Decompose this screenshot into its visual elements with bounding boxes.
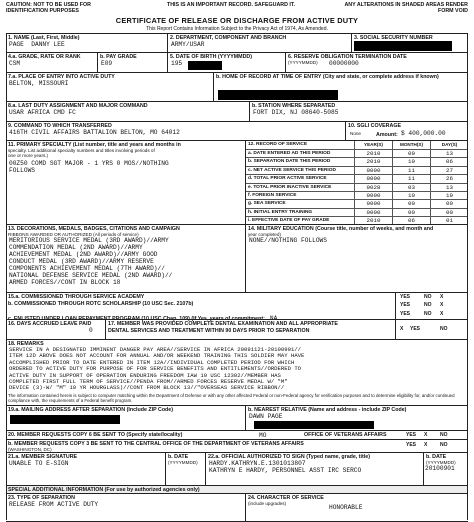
record-table bbox=[246, 141, 468, 225]
block-4a-label: 4.a. GRADE, RATE OR RANK bbox=[8, 54, 81, 60]
record-days: 13 bbox=[430, 184, 468, 193]
record-years: 0028 bbox=[354, 184, 392, 193]
block-13-label: 13. DECORATIONS, MEDALS, BADGES, CITATIONS AND CAMPAIGN bbox=[8, 226, 180, 232]
block-11-value: 00Z50 COMD SGT MAJOR - 1 YRS 0 MOS//NOTHING FOLLOWS bbox=[9, 160, 169, 175]
record-years: 0000 bbox=[354, 175, 392, 184]
form-subtitle: This Report Contains Information Subject to the Privacy Act of 1974, As Amended. bbox=[146, 26, 328, 32]
record-months: 11 bbox=[392, 167, 430, 176]
block-5-label: 5. DATE OF BIRTH (YYYYMMDD) bbox=[170, 54, 253, 60]
record-months: 09 bbox=[392, 150, 430, 159]
block-1-label: 1. NAME (Last, First, Middle) bbox=[8, 35, 80, 41]
block-23-value: RELEASE FROM ACTIVE DUTY bbox=[9, 501, 99, 508]
header-left: CAUTION: NOT TO BE USED FOR IDENTIFICATION PURPOSES bbox=[6, 2, 91, 14]
x-20b: X bbox=[424, 442, 428, 448]
relative-redaction bbox=[254, 421, 374, 429]
block-7a-place-of-entry bbox=[6, 73, 214, 102]
block-9-value: 416TH CIVIL AFFAIRS BATTALION BELTON, MO 64012 bbox=[9, 129, 180, 136]
block-15-labels bbox=[6, 293, 396, 320]
col-months: MONTH(S) bbox=[392, 141, 430, 149]
block-6-sub: (YYYYMMDD) bbox=[288, 60, 318, 65]
block-1-value: PAGE DANNY LEE bbox=[9, 41, 65, 48]
block-8a-label: 8.a. LAST DUTY ASSIGNMENT AND MAJOR COMMAND bbox=[8, 103, 148, 109]
block-8b-station bbox=[250, 102, 468, 122]
block-24-label: 24. CHARACTER OF SERVICE bbox=[248, 495, 324, 501]
block-22b-sub: (YYYYMMDD) bbox=[426, 460, 456, 465]
block-5-value: 195 bbox=[171, 60, 183, 67]
block-19b-relative bbox=[246, 406, 468, 431]
block-8b-value: FORT DIX, NJ 08640-5085 bbox=[253, 109, 339, 116]
block-4b-value: E09 bbox=[101, 60, 113, 67]
block-22a-value2: KATHRYN E HARDY, PERSONNEL ASST IRC SERCO bbox=[209, 467, 362, 474]
dd214-form bbox=[6, 2, 468, 520]
record-row-label: a. DATE ENTERED AD THIS PERIOD bbox=[248, 151, 331, 156]
block-3-label: 3. SOCIAL SECURITY NUMBER bbox=[354, 35, 433, 41]
block-16-label: 16. DAYS ACCRUED LEAVE PAID bbox=[8, 321, 92, 327]
record-days: 06 bbox=[430, 158, 468, 167]
block-12-label: 12. RECORD OF SERVICE bbox=[248, 142, 308, 147]
record-days: 19 bbox=[430, 192, 468, 201]
record-years: 0000 bbox=[354, 192, 392, 201]
block-21b-sub: (YYYYMMDD) bbox=[168, 460, 198, 465]
no-20: NO bbox=[440, 432, 448, 438]
yes-15a: YES bbox=[400, 294, 411, 300]
block-17-sub: DENTAL SERVICES AND TREATMENT WITHIN 90 DAYS PRIOR TO SEPARATION bbox=[108, 328, 310, 334]
block-21b-label: b. DATE bbox=[168, 454, 189, 460]
record-row-label: h. INITIAL ENTRY TRAINING bbox=[248, 209, 313, 215]
block-4a-grade bbox=[6, 53, 98, 73]
block-13-value: MERITORIOUS SERVICE MEDAL (3RD AWARD)//ARMY COMMENDATION MEDAL (2ND AWARD)//ARMY ACHIEVEMENT MEDAL (2ND AWARD)//ARMY GOOD CONDUCT MEDAL (3RD AWARD)//ARMY RESERVE COMPONENTS ACHIEVEMENT MEDAL (7TH AWARD)// NATIONAL DEFENSE SERVICE MEDAL (2ND AWARD)// ARMED FORCES//CONT IN BLOCK 18 bbox=[9, 237, 173, 287]
x-17: X bbox=[400, 326, 404, 332]
block-14-sub: year completed) bbox=[248, 232, 281, 237]
block-13-sub: RIBBONS AWARDED OR AUTHORIZED (All periods of service) bbox=[8, 232, 139, 237]
record-row-label: c. NET ACTIVE SERVICE THIS PERIOD bbox=[248, 167, 336, 173]
no-15c: NO bbox=[424, 311, 432, 317]
block-7b-label: b. HOME OF RECORD AT TIME OF ENTRY (City and state, or complete address if known) bbox=[216, 74, 439, 80]
record-years: 2010 bbox=[354, 158, 392, 167]
record-row-label: f. FOREIGN SERVICE bbox=[248, 193, 297, 198]
yes-20: YES bbox=[406, 432, 417, 438]
block-24-value: HONORABLE bbox=[329, 504, 363, 511]
block-21a-label: 21.a. MEMBER SIGNATURE bbox=[8, 454, 78, 460]
block-22b-label: b. DATE bbox=[426, 454, 447, 460]
block-14-label: 14. MILITARY EDUCATION (Course title, number of weeks, and month and bbox=[248, 226, 434, 232]
record-months: 11 bbox=[392, 175, 430, 184]
block-16-leave bbox=[6, 320, 106, 340]
block-20-office: OFFICE OF VETERANS AFFAIRS bbox=[304, 432, 387, 438]
block-19a-mailing bbox=[6, 406, 246, 431]
block-24-character bbox=[246, 494, 468, 521]
record-months: 03 bbox=[392, 184, 430, 193]
block-3-ssn bbox=[352, 34, 468, 53]
block-11-sub2: one or more years.) bbox=[8, 153, 49, 159]
row-2 bbox=[6, 52, 468, 73]
block-1-name bbox=[6, 34, 168, 53]
row-9 bbox=[6, 319, 468, 340]
block-17-dental bbox=[106, 320, 396, 340]
no-15b: NO bbox=[424, 302, 432, 308]
block-18-label: 18. REMARKS bbox=[8, 341, 44, 347]
block-8b-label: b. STATION WHERE SEPARATED bbox=[252, 103, 336, 109]
no-17: NO bbox=[440, 326, 448, 332]
row-13 bbox=[6, 452, 468, 486]
block-15c-value: NA bbox=[269, 315, 278, 322]
block-23-label: 23. TYPE OF SEPARATION bbox=[8, 495, 75, 501]
record-days: 13 bbox=[430, 150, 468, 159]
block-19a-label: 19.a. MAILING ADDRESS AFTER SEPARATION (Include ZIP Code) bbox=[8, 407, 174, 413]
block-5-dob bbox=[168, 53, 286, 73]
block-8a-last-duty bbox=[6, 102, 250, 122]
block-12-record-of-service bbox=[246, 141, 468, 225]
row-8 bbox=[6, 292, 468, 320]
block-20-label: 20. MEMBER REQUESTS COPY 6 BE SENT TO (Specify state/locality) bbox=[8, 432, 183, 438]
no-15a: NO bbox=[424, 294, 432, 300]
block-22a-value1: HARDY.KATHRYN.E.1301013807 bbox=[209, 460, 306, 467]
x-15c: X bbox=[440, 311, 444, 317]
block-6-label: 6. RESERVE OBLIGATION TERMINATION DATE bbox=[288, 54, 407, 60]
block-7a-label: 7.a. PLACE OF ENTRY INTO ACTIVE DUTY bbox=[8, 74, 115, 80]
x-20: X bbox=[424, 432, 428, 438]
block-11-label: 11. PRIMARY SPECIALTY (List number, title and years and months in bbox=[8, 142, 181, 148]
block-11-specialty bbox=[6, 141, 246, 225]
block-17-label: 17. MEMBER WAS PROVIDED COMPLETE DENTAL EXAMINATION AND ALL APPROPRIATE bbox=[108, 321, 338, 327]
header-center: THIS IS AN IMPORTANT RECORD. SAFEGUARD IT. bbox=[166, 2, 295, 8]
record-months: 00 bbox=[392, 209, 430, 218]
block-11-sub1: specialty. List additional specialty numbers and titles involving periods of bbox=[8, 148, 155, 153]
block-15c-label: c. ENLISTED UNDER LOAN REPAYMENT PROGRAM (10 USC Chap. 109) (If Yes, years of commitment: bbox=[8, 316, 265, 322]
yes-20b: YES bbox=[406, 442, 417, 448]
block-4a-value: CSM bbox=[9, 60, 21, 67]
record-row-label: e. TOTAL PRIOR INACTIVE SERVICE bbox=[248, 184, 332, 190]
block-10-amount: $ 400,000.00 bbox=[401, 130, 446, 137]
record-years: 2010 bbox=[354, 217, 392, 225]
yes-15c: YES bbox=[400, 311, 411, 317]
record-months: 10 bbox=[392, 192, 430, 201]
block-18-note: The information contained herein is subject to computer matching within the Department of Defense or with any other affected Federal or non-Federal agency for verification purposes and to determine eligibility for, and/or continued compliance with, the requirements of a Federal benefit program. bbox=[8, 393, 455, 403]
block-14-education bbox=[246, 225, 468, 293]
yes-15b: YES bbox=[400, 302, 411, 308]
block-21a-member-signature bbox=[6, 453, 166, 486]
no-20b: NO bbox=[440, 442, 448, 448]
row-15 bbox=[6, 493, 468, 522]
record-days: 00 bbox=[430, 200, 468, 209]
row-11 bbox=[6, 405, 468, 431]
row-1 bbox=[6, 33, 468, 53]
record-days: 00 bbox=[430, 209, 468, 218]
block-20-value: MO bbox=[259, 432, 267, 439]
record-years: 2010 bbox=[354, 150, 392, 159]
row-3 bbox=[6, 72, 468, 102]
block-2-label: 2. DEPARTMENT, COMPONENT AND BRANCH bbox=[170, 35, 287, 41]
record-months: 06 bbox=[392, 217, 430, 225]
home-redaction bbox=[218, 90, 338, 100]
block-4b-pay-grade bbox=[98, 53, 168, 73]
col-years: YEAR(S) bbox=[354, 141, 392, 149]
record-row-label: g. SEA SERVICE bbox=[248, 201, 286, 207]
record-days: 01 bbox=[430, 217, 468, 225]
header-right: ANY ALTERATIONS IN SHADED AREAS RENDER FORM VOID bbox=[344, 2, 468, 14]
x-15a: X bbox=[440, 294, 444, 300]
block-22b-value: 20100901 bbox=[425, 465, 455, 473]
block-10-sgli bbox=[346, 122, 468, 141]
x-15b: X bbox=[440, 302, 444, 308]
block-15b-label: b. COMMISSIONED THROUGH ROTC SCHOLARSHIP (10 USC Sec. 2107b) bbox=[8, 301, 194, 307]
block-24-sub: (include upgrades) bbox=[248, 501, 287, 506]
row-12b bbox=[6, 439, 468, 453]
special-info-label: SPECIAL ADDITIONAL INFORMATION (For use by authorized agencies only) bbox=[8, 487, 200, 493]
ssn-redaction bbox=[354, 41, 452, 51]
block-9-label: 9. COMMAND TO WHICH TRANSFERRED bbox=[8, 123, 112, 129]
block-7b-home-of-record bbox=[214, 73, 468, 102]
block-23-separation bbox=[6, 494, 246, 521]
col-days: DAY(S) bbox=[430, 141, 468, 149]
block-19b-label: b. NEAREST RELATIVE (Name and address - include ZIP Code) bbox=[248, 407, 407, 413]
block-20b-sub: (WASHINGTON, DC) bbox=[8, 447, 52, 452]
block-2-value: ARMY/USAR bbox=[171, 41, 205, 48]
mailing-redaction bbox=[10, 415, 120, 424]
block-4b-label: b. PAY GRADE bbox=[100, 54, 137, 60]
record-row-label: i. EFFECTIVE DATE OF PAY GRADE bbox=[248, 218, 330, 224]
block-13-decorations bbox=[6, 225, 246, 293]
block-19b-value: DAWN PAGE bbox=[249, 413, 283, 420]
block-8a-value: USAR AFRICA CMD FC bbox=[9, 109, 76, 116]
record-years: 0000 bbox=[354, 167, 392, 176]
record-months: 10 bbox=[392, 158, 430, 167]
block-15a-label: 15.a. COMMISSIONED THROUGH SERVICE ACADEMY bbox=[8, 294, 145, 300]
block-10-amount-label: Amount: bbox=[376, 132, 398, 138]
record-days: 27 bbox=[430, 167, 468, 176]
block-7a-value: BELTON, MISSOURI bbox=[9, 80, 69, 87]
block-6-reserve bbox=[286, 53, 468, 73]
form-title: CERTIFICATE OF RELEASE OR DISCHARGE FROM ACTIVE DUTY bbox=[115, 16, 359, 25]
block-22a-label: 22.a. OFFICIAL AUTHORIZED TO SIGN (Typed name, grade, title) bbox=[208, 454, 370, 460]
row-10 bbox=[6, 339, 468, 406]
block-21a-value: UNABLE TO E-SIGN bbox=[9, 460, 69, 467]
block-18-value: SERVICE IN A DESIGNATED IMMINENT DANGER PAY AREA//SERVICE IN AFRICA 20091121-20100901// ITEM 12D ABOVE DOES NOT ACCOUNT FOR ANNUAL AND/OR WEEKEND TRAINING THIS SOLDIER MAY HAVE ACCOMPLISHED PRIOR TO DATE ENTERED IN ITEM 12A//INDIVIDUAL COMPLETED PERIOD FOR WHICH ORDERED TO ACTIVE DUTY FOR PURPOSE OF FOR SERVICE BENEFITS AND ENTITLEMENTS//ORDERED TO ACTIVE DUTY IN SUPPORT OF OPERATION ENDURING FREEDOM IAW 10 USC 12302//MEMBER HAS COMPLETED FIRST FULL TERM OF SERVICE//PENDA FROM//ARMED FORCES RESERVE MEDAL W/ "M" DEVICE (3)-W/ "M" 10 YR HOURGLASS)//CONT FROM BLOCK 13//"OVERSEAS SERVICE RIBBON// bbox=[9, 346, 305, 392]
block-16-value: 0 bbox=[89, 327, 93, 334]
record-years: 0000 bbox=[354, 209, 392, 218]
record-years: 0000 bbox=[354, 200, 392, 209]
block-6-value: 00000000 bbox=[329, 60, 359, 67]
block-20b-label: b. MEMBER REQUESTS COPY 3 BE SENT TO THE CENTRAL OFFICE OF THE DEPARTMENT OF VETERANS AFFAIRS bbox=[8, 441, 304, 447]
record-days: 26 bbox=[430, 175, 468, 184]
row-6 bbox=[6, 140, 468, 225]
row-5 bbox=[6, 121, 468, 141]
row-7 bbox=[6, 224, 468, 293]
block-22b-date bbox=[424, 453, 468, 486]
block-22a-official bbox=[206, 453, 424, 486]
block-21b-date bbox=[166, 453, 206, 486]
block-2-department bbox=[168, 34, 352, 53]
record-row-label: d. TOTAL PRIOR ACTIVE SERVICE bbox=[248, 176, 327, 182]
block-10-label: 10. SGLI COVERAGE bbox=[348, 123, 401, 129]
block-10-none: None bbox=[350, 131, 361, 136]
record-months: 00 bbox=[392, 200, 430, 209]
yes-17: YES bbox=[410, 326, 421, 332]
block-14-value: NONE//NOTHING FOLLOWS bbox=[249, 237, 327, 245]
row-4 bbox=[6, 101, 468, 122]
block-9-command bbox=[6, 122, 346, 141]
record-row-label: b. SEPARATION DATE THIS PERIOD bbox=[248, 159, 331, 165]
dob-redaction bbox=[188, 61, 222, 70]
